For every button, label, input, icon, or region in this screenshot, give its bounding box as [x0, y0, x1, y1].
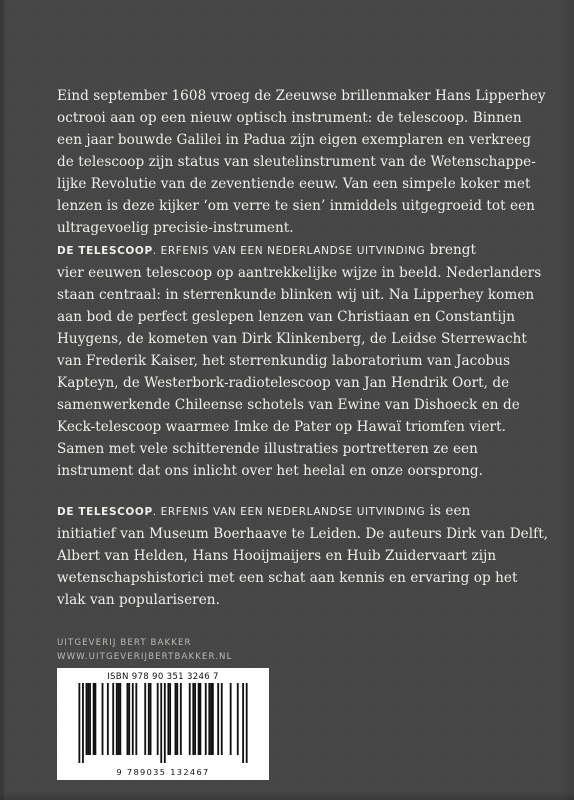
- barcode-bar: [167, 683, 169, 755]
- publisher-name: UITGEVERIJ BERT BAKKER: [57, 638, 192, 648]
- book-title-smallcaps: DE TELESCOOP: [57, 506, 153, 518]
- text-line: Eind september 1608 vroeg de Zeeuwse brillenmaker Hans Lipperhey: [57, 88, 546, 104]
- barcode-bar: [176, 683, 178, 755]
- barcode-bar: [199, 683, 201, 755]
- book-subtitle-smallcaps: . ERFENIS VAN EEN NEDERLANDSE UITVINDING: [152, 245, 426, 257]
- barcode-bar: [112, 683, 114, 755]
- text-line: lijke Revolutie van de zeventiende eeuw. Van een simpele koker met: [57, 176, 531, 192]
- barcode-icon: [66, 683, 260, 763]
- barcode-guard-bar: [164, 683, 166, 763]
- text-line: staan centraal: in sterrenkunde blinken wij uit. Na Lipperhey komen: [57, 287, 535, 303]
- text-line: Albert van Helden, Hans Hooijmaijers en Huib Zuidervaart zijn: [57, 548, 497, 564]
- barcode-bar: [144, 683, 146, 755]
- barcode-bar: [116, 683, 118, 755]
- barcode-guard-bar: [246, 683, 248, 763]
- barcode-bar: [135, 683, 137, 755]
- spine-edge: [0, 0, 4, 800]
- barcode-bar: [86, 683, 88, 755]
- text-line: vlak van populariseren.: [57, 592, 220, 608]
- text-line: [57, 500, 547, 523]
- text-line: van Frederik Kaiser, het sterrenkundig laboratorium van Jacobus: [57, 353, 511, 369]
- barcode-bar: [107, 683, 109, 755]
- barcode-bar: [87, 683, 89, 755]
- text-line: wetenschapshistorici met een schat aan kennis en ervaring op het: [57, 570, 518, 586]
- book-subtitle-smallcaps: . ERFENIS VAN EEN NEDERLANDSE UITVINDING: [152, 506, 426, 518]
- barcode-bar: [221, 683, 223, 755]
- barcode-bar: [175, 683, 177, 755]
- text-line: ultragevoelig precisie-instrument.: [57, 220, 294, 236]
- barcode-bar: [180, 683, 182, 755]
- barcode-bar: [150, 683, 152, 755]
- barcode-bar: [212, 683, 214, 755]
- blurb-text: [57, 85, 547, 611]
- barcode-guard-bar: [242, 683, 244, 763]
- barcode-guard-bar: [82, 683, 84, 763]
- barcode-bar: [89, 683, 91, 755]
- text-fragment: brengt: [425, 242, 477, 258]
- barcode-bar: [194, 683, 196, 755]
- text-line: [57, 239, 547, 262]
- barcode-guard-bar: [160, 683, 162, 763]
- barcode-bar: [102, 683, 104, 755]
- text-line: Huygens, de kometen van Dirk Klinkenberg, de Leidse Sterrewacht: [57, 331, 527, 347]
- barcode-bar: [205, 683, 207, 755]
- book-title-smallcaps: DE TELESCOOP: [57, 245, 153, 257]
- isbn-barcode-label: [57, 668, 269, 780]
- barcode-bar: [208, 683, 210, 755]
- barcode-bar: [93, 683, 95, 755]
- isbn-number: ISBN 978 90 351 3246 7: [107, 672, 219, 682]
- barcode-bar: [189, 683, 191, 755]
- barcode-bar: [94, 683, 96, 755]
- text-line: de telescoop zijn status van sleutelinstrument van de Wetenschappe-: [57, 154, 536, 170]
- barcode-bar: [237, 683, 239, 755]
- barcode-bar: [198, 683, 200, 755]
- text-line: aan bod de perfect geslepen lenzen van Christiaan en Constantijn: [57, 309, 516, 325]
- barcode-bar: [128, 683, 130, 755]
- publisher-info: [57, 636, 232, 664]
- text-line: Kapteyn, de Westerbork-radiotelescoop van Jan Hendrik Oort, de: [57, 375, 510, 391]
- barcode-bar: [210, 683, 212, 755]
- barcode-bar: [169, 683, 171, 755]
- barcode-bar: [217, 683, 219, 755]
- text-fragment: is een: [425, 503, 471, 519]
- text-line: Samen met vele schitterende illustraties portretteren ze een: [57, 441, 478, 457]
- bottom-edge-shadow: [0, 792, 574, 800]
- text-line: samenwerkende Chileense schotels van Ewine van Dishoeck en de: [57, 397, 520, 413]
- text-line: instrument dat ons inlicht over het heelal en onze oorsprong.: [57, 463, 483, 479]
- ean-digits: 9 789035 132467: [116, 767, 210, 777]
- barcode-bar: [118, 683, 120, 755]
- text-line: octrooi aan op een nieuw optisch instrument: de telescoop. Binnen: [57, 110, 522, 126]
- barcode-bar: [127, 683, 129, 755]
- barcode-bar: [148, 683, 150, 755]
- text-line: initiatief van Museum Boerhaave te Leiden. De auteurs Dirk van Delft,: [57, 526, 549, 542]
- barcode-bar: [157, 683, 159, 755]
- barcode-guard-bar: [78, 683, 80, 763]
- barcode-bar: [192, 683, 194, 755]
- text-line: lenzen is deze kijker ‘om verre te sien’ inmiddels uitgegroeid tot een: [57, 198, 535, 214]
- text-line: vier eeuwen telescoop op aantrekkelijke wijze in beeld. Nederlanders: [57, 265, 542, 281]
- blurb-paragraph-1: [57, 85, 547, 239]
- blurb-paragraph-3: [57, 500, 547, 611]
- barcode-bar: [119, 683, 121, 755]
- barcode-bar: [230, 683, 232, 755]
- barcode-bar: [132, 683, 134, 755]
- text-line: een jaar bouwde Galilei in Padua zijn eigen exemplaren en verkreeg: [57, 132, 532, 148]
- text-line: Keck-telescoop waarmee Imke de Pater op Hawaï triomfen viert.: [57, 419, 506, 435]
- blurb-paragraph-2: [57, 239, 547, 482]
- publisher-website: WWW.UITGEVERIJBERTBAKKER.NL: [57, 652, 233, 662]
